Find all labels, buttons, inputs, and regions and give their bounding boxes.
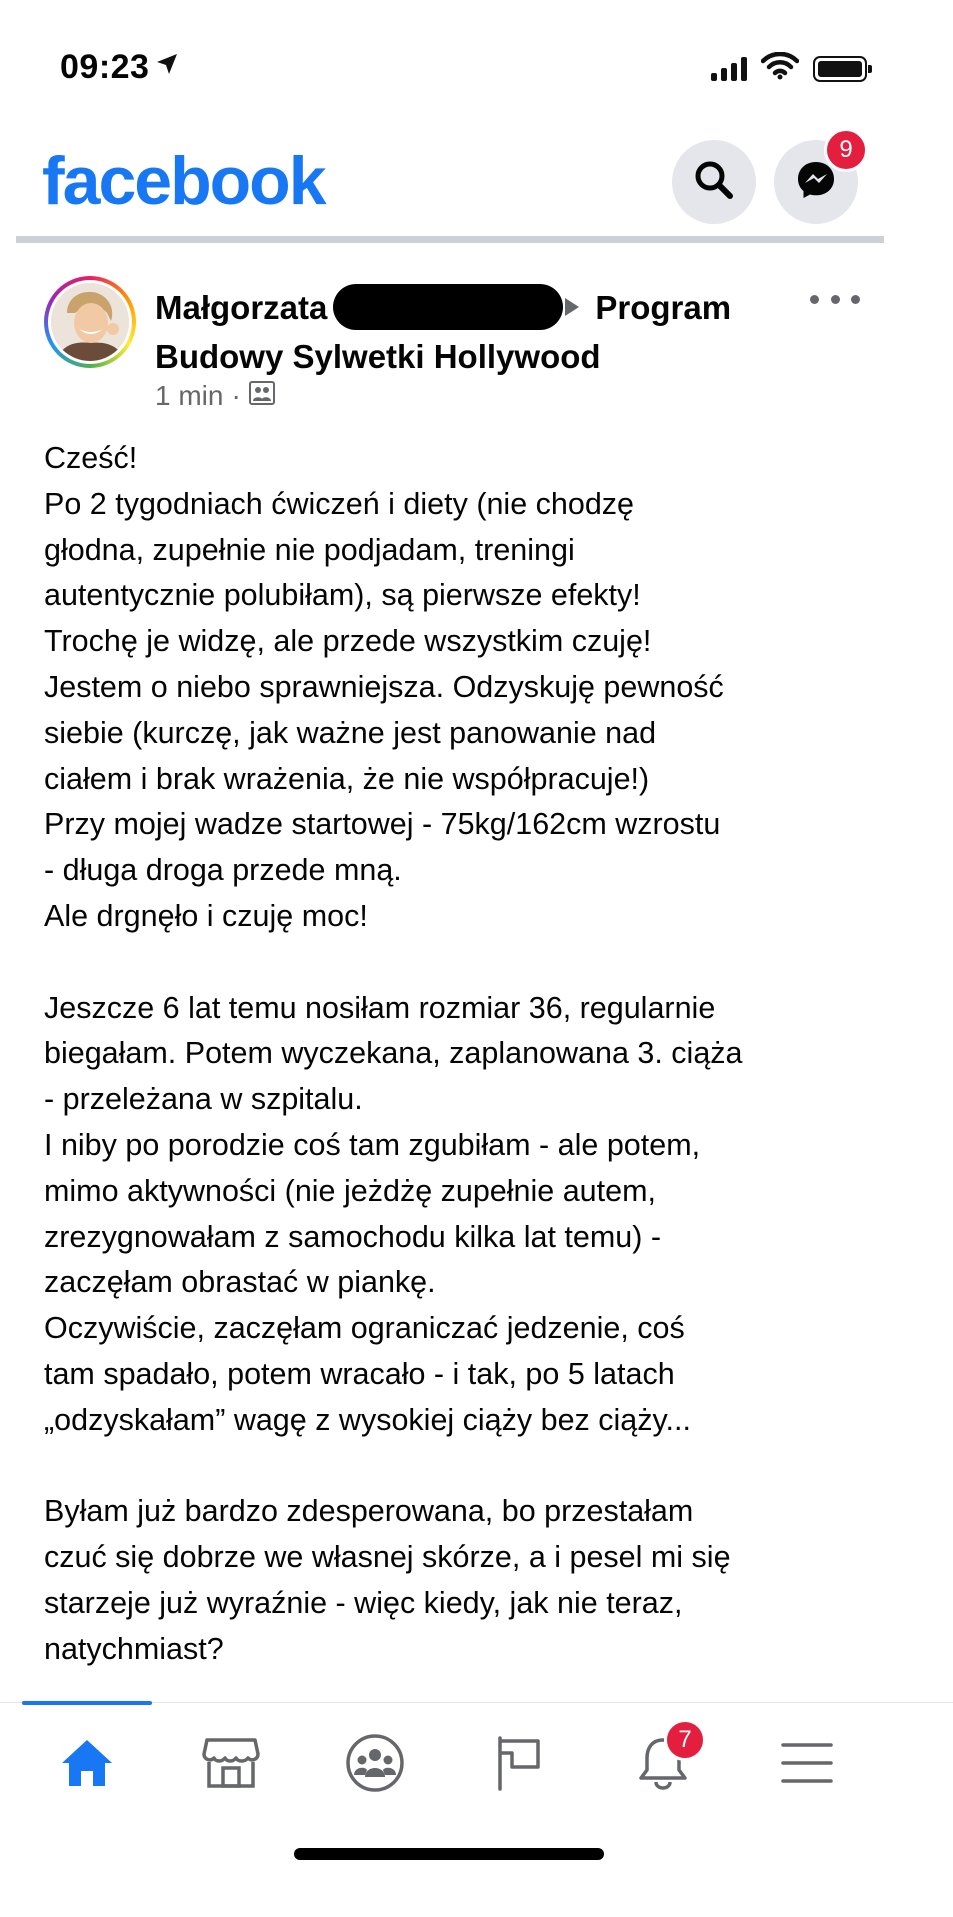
search-button[interactable] (672, 140, 756, 224)
tab-menu[interactable] (762, 1727, 852, 1803)
group-name-continued[interactable]: Budowy Sylwetki Hollywood (155, 338, 601, 376)
active-tab-indicator (22, 1701, 152, 1705)
tab-pages[interactable] (474, 1727, 564, 1803)
group-name[interactable]: Program (595, 289, 732, 326)
tab-marketplace[interactable] (186, 1727, 276, 1803)
tab-notifications[interactable] (618, 1727, 708, 1803)
post-paragraph: Jeszcze 6 lat temu nosiłam rozmiar 36, regularnie biegałam. Potem wyczekana, zaplanowana 3. ciąża - przeleżana w szpitalu. I niby po porodzie coś tam zgubiłam - ale potem, mimo aktywności (nie jeżdżę zupełnie autem, zrezygnowałam z samochodu kilka lat temu) - zaczęłam obrastać w piankę. Oczywiście, zaczęłam ograniczać jedzenie, coś tam spadało, potem wracało - i tak, po 5 latach „odzyskałam” wagę z wysokiej ciąży bez ciąży... (44, 990, 743, 1437)
post-header (0, 270, 953, 420)
post-paragraph: Cześć! Po 2 tygodniach ćwiczeń i diety (nie chodzę głodna, zupełnie nie podjadam, treningi autentycznie polubiłam), są pierwsze efekty! Trochę je widzę, ale przede wszystkim czuję! Jestem o niebo sprawniejsza. Odzyskuję pewność siebie (kurczę, jak ważne jest panowanie nad ciałem i brak wrażenia, że nie współpracuje!) Przy mojej wadze startowej - 75kg/162cm wzrostu - długa droga przede mną. Ale drgnęło i czuję moc! (44, 441, 724, 933)
battery-icon (813, 56, 867, 82)
tab-groups[interactable] (330, 1727, 420, 1803)
post-paragraph: Byłam już bardzo zdesperowana, bo przestałam czuć się dobrze we własnej skórze, a i pesel mi się starzeje już wyraźnie - więc kiedy, jak nie teraz, natychmiast? (44, 1494, 731, 1666)
messenger-button[interactable] (774, 136, 858, 224)
wifi-icon (761, 52, 799, 85)
home-indicator[interactable] (294, 1848, 604, 1860)
header-divider (16, 236, 884, 243)
menu-icon (780, 1740, 834, 1791)
post-options-button[interactable] (810, 284, 860, 314)
shop-icon (202, 1736, 260, 1795)
app-header (0, 120, 953, 240)
location-arrow-icon (155, 52, 179, 83)
bottom-tab-bar (0, 1702, 953, 1832)
author-name[interactable]: Małgorzata (155, 289, 328, 326)
redacted-surname (333, 284, 563, 330)
post-time[interactable]: 1 min (155, 380, 224, 411)
status-bar (0, 0, 953, 120)
battery-level (818, 61, 862, 77)
meta-separator: · (231, 380, 241, 411)
author-avatar[interactable] (44, 276, 136, 368)
post-author-line (155, 284, 795, 381)
messenger-badge: 9 (824, 128, 868, 172)
flag-icon (494, 1735, 544, 1796)
status-icons (711, 52, 867, 85)
groups-icon (345, 1733, 405, 1798)
tab-home[interactable] (42, 1727, 132, 1803)
status-time: 09:23 (60, 48, 179, 87)
facebook-logo[interactable]: facebook (42, 143, 325, 219)
home-icon (59, 1737, 115, 1794)
group-members-icon (249, 380, 275, 412)
post-meta (155, 380, 275, 412)
notifications-badge: 7 (664, 1719, 706, 1761)
shared-to-arrow-icon (565, 298, 579, 316)
post-body (44, 436, 924, 1718)
cellular-signal-icon (711, 57, 747, 81)
search-icon (692, 158, 736, 207)
